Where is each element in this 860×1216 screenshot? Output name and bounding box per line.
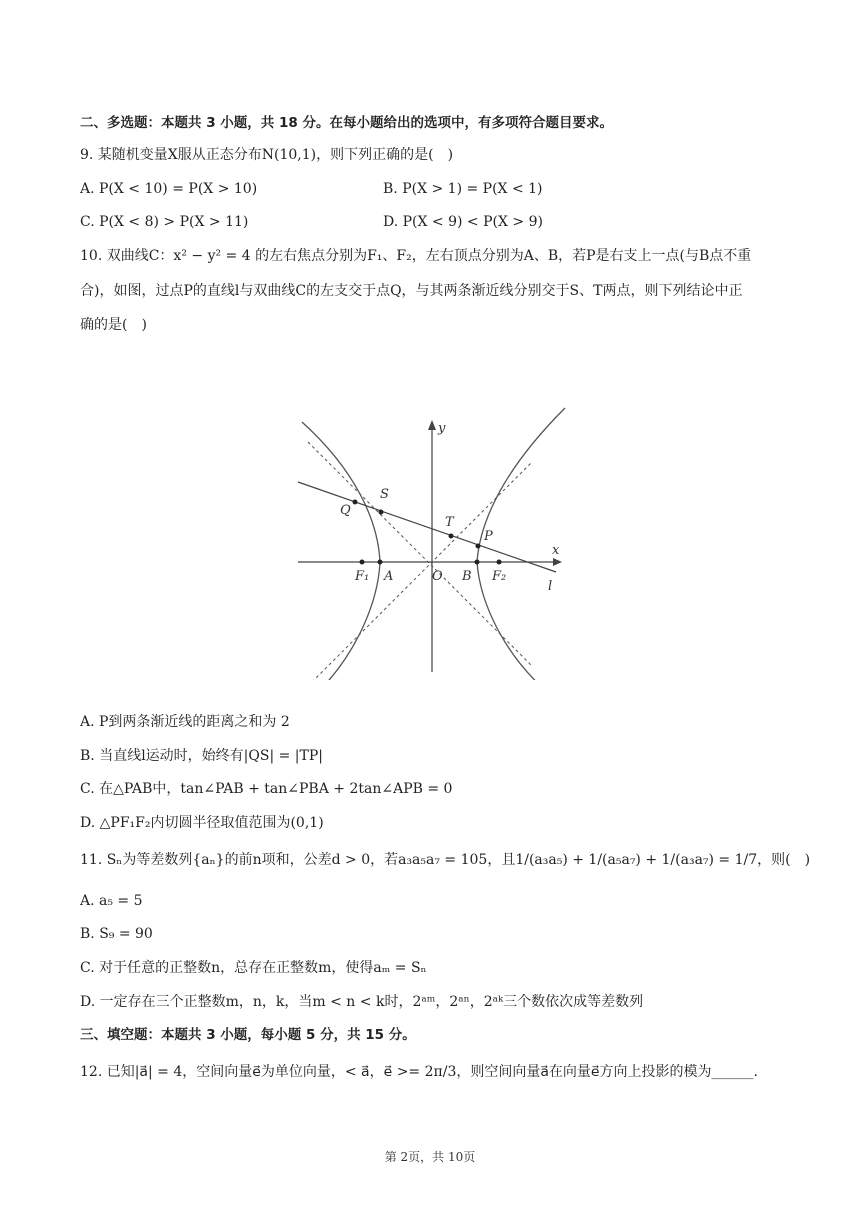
question-12-stem: 12. 已知|a⃗| = 4，空间向量e⃗为单位向量，< a⃗，e⃗ >= 2π/3，则空间向量a⃗在向量e⃗方向上投影的模为______. — [80, 1064, 758, 1080]
point-T — [449, 534, 454, 539]
label-A: A — [384, 569, 394, 584]
x-axis-arrow — [553, 558, 562, 566]
question-9-option-b: B. P(X > 1) = P(X < 1) — [383, 181, 543, 197]
y-axis-arrow — [428, 420, 436, 430]
point-F2 — [497, 560, 502, 565]
question-11-option-d: D. 一定存在三个正整数m，n，k，当m < n < k时，2ᵃᵐ，2ᵃⁿ，2ᵃᵏ三个数依次成等差数列 — [80, 994, 644, 1010]
question-11-option-c: C. 对于任意的正整数n，总存在正整数m，使得aₘ = Sₙ — [80, 960, 427, 976]
label-l: l — [548, 579, 553, 594]
label-F1: F₁ — [355, 569, 370, 584]
question-9-stem: 9. 某随机变量X服从正态分布N(10,1)，则下列正确的是( ) — [80, 147, 454, 163]
question-11-stem: 11. Sₙ为等差数列{aₙ}的前n项和，公差d > 0，若a₃a₅a₇ = 105，且1/(a₃a₅) + 1/(a₅a₇) + 1/(a₃a₇) = 1/7，则( ) — [80, 852, 811, 868]
question-11-option-b: B. S₉ = 90 — [80, 926, 153, 942]
asymptote-1 — [308, 442, 532, 666]
question-9-option-c: C. P(X < 8) > P(X > 11) — [80, 214, 249, 230]
page-footer: 第 2页，共 10页 — [384, 1150, 476, 1164]
label-Q: Q — [340, 503, 351, 518]
point-Q — [353, 500, 358, 505]
label-x: x — [552, 543, 560, 558]
question-9-option-d: D. P(X < 9) < P(X > 9) — [383, 214, 543, 230]
question-10-option-b: B. 当直线l运动时，始终有|QS| = |TP| — [80, 748, 323, 764]
point-A — [378, 560, 383, 565]
question-10-stem-line1: 10. 双曲线C：x² − y² = 4 的左右焦点分别为F₁、F₂，左右顶点分别为A、B，若P是右支上一点(与B点不重 — [80, 248, 752, 264]
point-S — [379, 510, 384, 515]
label-O: O — [432, 569, 443, 584]
question-10-option-d: D. △PF₁F₂内切圆半径取值范围为(0,1) — [80, 815, 324, 831]
question-10-stem-line3: 确的是( ) — [80, 317, 147, 333]
label-B: B — [462, 569, 472, 584]
hyperbola-figure — [290, 400, 580, 680]
question-10-option-c: C. 在△PAB中，tan∠PAB + tan∠PBA + 2tan∠APB = 0 — [80, 781, 453, 797]
label-F2: F₂ — [492, 569, 507, 584]
question-11-option-a: A. a₅ = 5 — [80, 893, 143, 909]
line-l — [298, 482, 556, 572]
section-heading-fill-in: 三、填空题：本题共 3 小题，每小题 5 分，共 15 分。 — [80, 1027, 416, 1043]
hyperbola-left-branch — [302, 422, 380, 680]
point-B — [475, 560, 480, 565]
label-T: T — [445, 515, 454, 530]
question-9-option-a: A. P(X < 10) = P(X > 10) — [80, 181, 258, 197]
point-F1 — [360, 560, 365, 565]
question-10-option-a: A. P到两条渐近线的距离之和为 2 — [80, 714, 290, 730]
label-y: y — [438, 421, 446, 436]
label-S: S — [380, 487, 389, 502]
point-P — [476, 544, 481, 549]
question-10-stem-line2: 合)，如图，过点P的直线l与双曲线C的左支交于点Q，与其两条渐近线分别交于S、T两点，则下列结论中正 — [80, 283, 743, 299]
section-heading-multiple-choice: 二、多选题：本题共 3 小题，共 18 分。在每小题给出的选项中，有多项符合题目要求。 — [80, 115, 613, 131]
label-P: P — [484, 529, 493, 544]
